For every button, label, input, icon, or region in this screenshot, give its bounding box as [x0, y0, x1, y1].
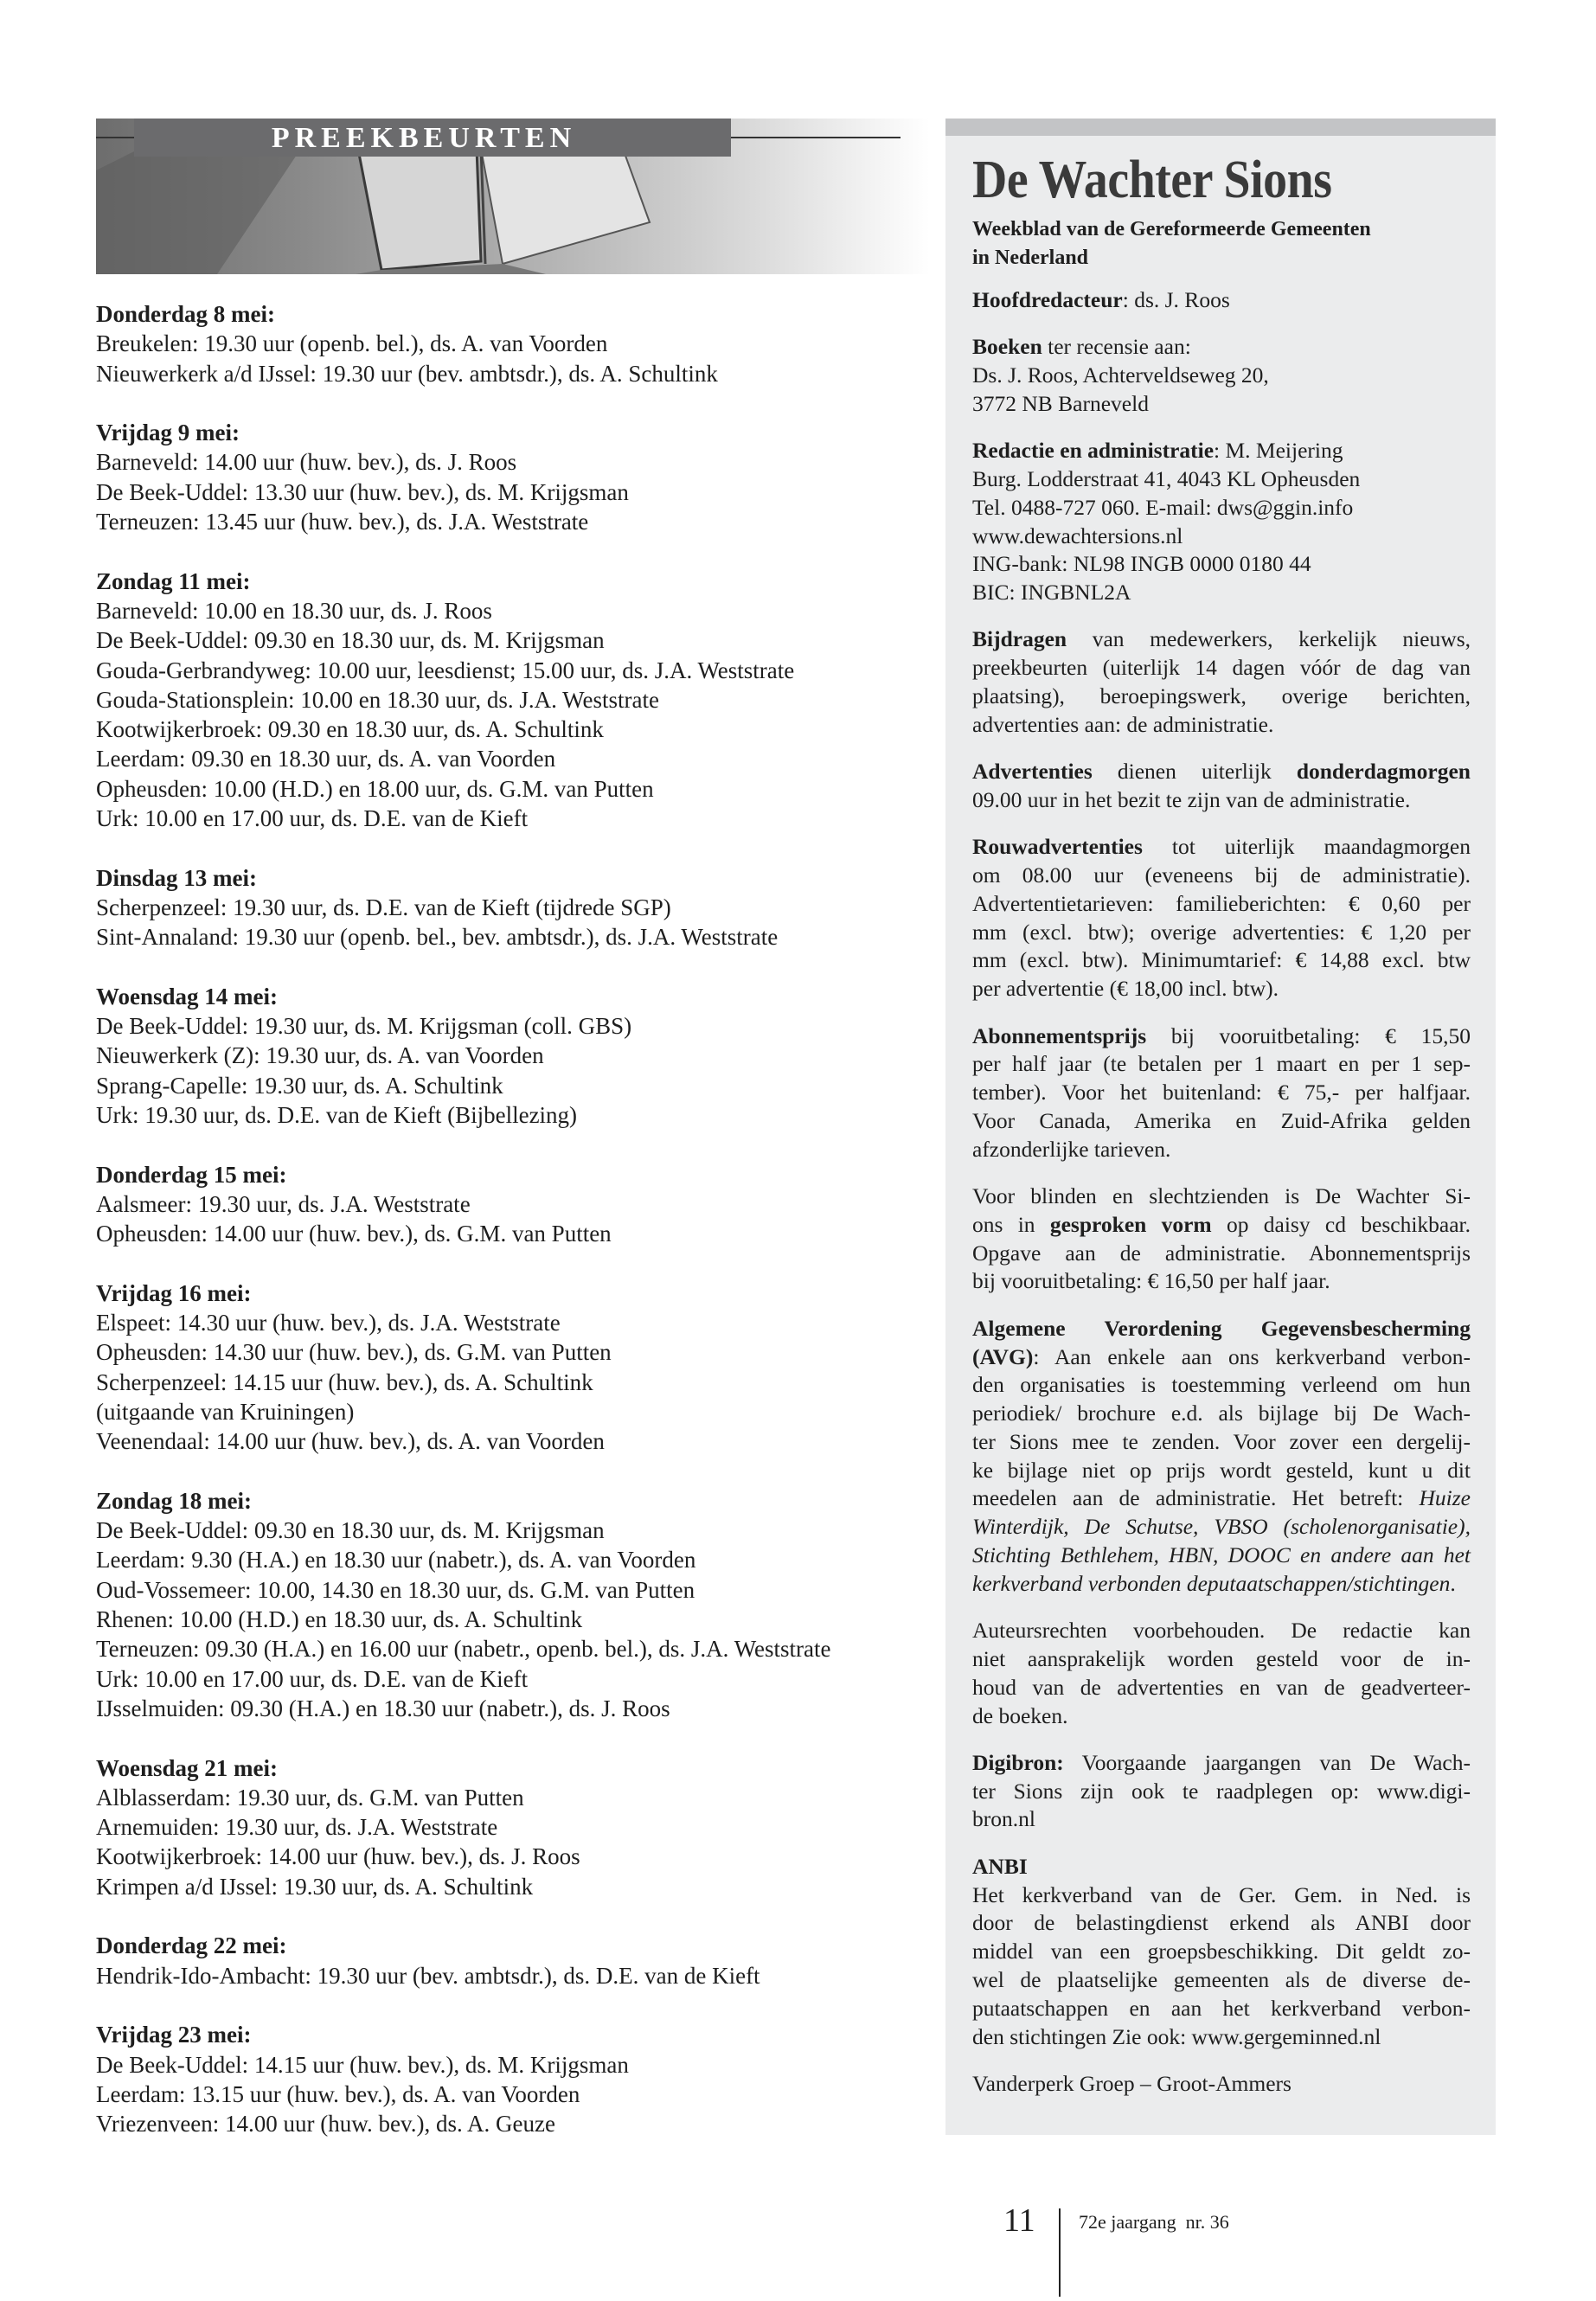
- day-title: Zondag 11 mei:: [96, 567, 251, 594]
- text-line: [972, 1343, 1471, 1372]
- service-entry: Gouda-Stationsplein: 10.00 en 18.30 uur, ds. J.A. Weststrate: [96, 686, 659, 713]
- subtitle-line: in Nederland: [972, 246, 1089, 269]
- text-line: [972, 362, 1471, 390]
- bold-text: ANBI: [972, 1853, 1028, 1879]
- page-number: 11: [1003, 2202, 1035, 2239]
- service-entry: Sint-Annaland: 19.30 uur (openb. bel., bev. ambtsdr.), ds. J.A. Weststrate: [96, 924, 779, 951]
- service-entry: Veenendaal: 14.00 uur (huw. bev.), ds. A. van Voorden: [96, 1428, 605, 1455]
- colophon-paragraph: [972, 1183, 1471, 1296]
- text-line: [972, 946, 1471, 975]
- text: www.dewachtersions.nl: [972, 522, 1183, 548]
- colophon-paragraph: [972, 833, 1471, 1003]
- text-line: [972, 919, 1471, 947]
- service-entry: Elspeet: 14.30 uur (huw. bev.), ds. J.A. Weststrate: [96, 1310, 561, 1336]
- text: wel de plaatselijke gemeenten als de diverse de-: [972, 1966, 1471, 1992]
- day-block: [96, 2020, 909, 2138]
- text-line: [972, 390, 1471, 419]
- text-line: [972, 1778, 1471, 1806]
- day-block: [96, 1486, 909, 1723]
- bold-text: Hoofdredacteur: [972, 287, 1123, 312]
- text: ons in: [972, 1211, 1050, 1237]
- masthead-strip: [945, 119, 1496, 136]
- day-title: Donderdag 15 mei:: [96, 1161, 287, 1188]
- service-entry: Hendrik-Ido-Ambacht: 19.30 uur (bev. ambtsdr.), ds. D.E. van de Kieft: [96, 1962, 760, 1989]
- service-entry: De Beek-Uddel: 19.30 uur, ds. M. Krijgsman (coll. GBS): [96, 1013, 632, 1040]
- text: Advertentietarieven: familieberichten: € 0,60 per: [972, 890, 1471, 916]
- text-line: [972, 333, 1471, 362]
- text: advertenties aan: de administratie.: [972, 711, 1274, 737]
- service-entry: Aalsmeer: 19.30 uur, ds. J.A. Weststrate: [96, 1190, 471, 1217]
- text: den stichtingen Zie ook: www.gergeminned.nl: [972, 2023, 1381, 2049]
- text: ter Sions zijn ook te raadplegen op: www.digi-: [972, 1778, 1471, 1804]
- text-line: [972, 1909, 1471, 1938]
- text-line: [972, 1050, 1471, 1079]
- text: de boeken.: [972, 1702, 1068, 1728]
- service-entry: Scherpenzeel: 19.30 uur, ds. D.E. van de Kieft (tijdrede SGP): [96, 894, 671, 920]
- service-entry: De Beek-Uddel: 14.15 uur (huw. bev.), ds. M. Krijgsman: [96, 2051, 629, 2078]
- footer-divider: [1059, 2208, 1061, 2297]
- text-line: [972, 975, 1471, 1003]
- bold-text: Redactie en administratie: [972, 438, 1215, 464]
- service-entry: Krimpen a/d IJssel: 19.30 uur, ds. A. Schultink: [96, 1873, 534, 1900]
- day-block: [96, 1160, 909, 1249]
- text-line: [972, 1211, 1471, 1240]
- text: putaatschappen en aan het kerkverband verbon-: [972, 1995, 1471, 2021]
- bold-text: Digibron:: [972, 1749, 1064, 1775]
- bold-text: Advertenties: [972, 759, 1093, 785]
- text-line: [972, 1617, 1471, 1645]
- text: .: [1450, 1570, 1456, 1596]
- colophon-paragraph: [972, 625, 1471, 739]
- day-block: [96, 567, 909, 834]
- text-line: [972, 1938, 1471, 1966]
- service-entry: De Beek-Uddel: 13.30 uur (huw. bev.), ds. M. Krijgsman: [96, 478, 629, 505]
- text-line: [972, 1881, 1471, 1910]
- service-entry: Opheusden: 14.30 uur (huw. bev.), ds. G.M. van Putten: [96, 1339, 612, 1366]
- service-entry: Vriezenveen: 14.00 uur (huw. bev.), ds. A. Geuze: [96, 2111, 555, 2138]
- text: periodiek/ brochure e.d. als bijlage bij De Wach-: [972, 1400, 1471, 1426]
- colophon-paragraph: [972, 286, 1471, 315]
- service-entry: Oud-Vossemeer: 10.00, 14.30 en 18.30 uur, ds. G.M. van Putten: [96, 1576, 695, 1603]
- italic-text: Stichting Bethlehem, HBN, DOOC en andere aan het: [972, 1542, 1471, 1568]
- day-block: [96, 418, 909, 536]
- text-line: [972, 1267, 1471, 1296]
- bold-text: (AVG): [972, 1343, 1034, 1369]
- text-line: [972, 683, 1471, 711]
- text-line: [972, 625, 1471, 654]
- service-entry: Nieuwerkerk a/d IJssel: 19.30 uur (bev. ambtsdr.), ds. A. Schultink: [96, 360, 718, 387]
- day-title: Woensdag 14 mei:: [96, 983, 279, 1009]
- text-line: [972, 890, 1471, 919]
- text: BIC: INGBNL2A: [972, 580, 1131, 606]
- text: : Aan enkele aan ons kerkverband verbon-: [1033, 1343, 1471, 1369]
- service-entry: Terneuzen: 13.45 uur (huw. bev.), ds. J.A. Weststrate: [96, 509, 589, 535]
- text-line: [972, 522, 1471, 551]
- text: preekbeurten (uiterlijk 14 dagen vóór de dag van: [972, 655, 1471, 681]
- colophon-paragraph: [972, 1749, 1471, 1834]
- text: bron.nl: [972, 1806, 1035, 1832]
- text: plaatsing), beroepingswerk, overige berichten,: [972, 683, 1471, 709]
- colophon-paragraph: [972, 437, 1471, 607]
- service-entry: Opheusden: 14.00 uur (huw. bev.), ds. G.M. van Putten: [96, 1221, 612, 1247]
- text: Auteursrechten voorbehouden. De redactie kan: [972, 1618, 1471, 1644]
- service-entry: Kootwijkerbroek: 09.30 en 18.30 uur, ds. A. Schultink: [96, 716, 604, 743]
- text: ter Sions mee te zenden. Voor zover een dergelij-: [972, 1428, 1471, 1454]
- text-line: [972, 1371, 1471, 1400]
- text: Voor Canada, Amerika en Zuid-Afrika gelden: [972, 1107, 1471, 1133]
- service-entry: (uitgaande van Kruiningen): [96, 1398, 355, 1425]
- service-entry: De Beek-Uddel: 09.30 en 18.30 uur, ds. M. Krijgsman: [96, 627, 605, 654]
- service-entry: Gouda-Gerbrandyweg: 10.00 uur, leesdienst; 15.00 uur, ds. J.A. Weststrate: [96, 657, 795, 683]
- text: houd van de advertenties en van de geadverteer-: [972, 1674, 1471, 1700]
- text: Vanderperk Groep – Groot-Ammers: [972, 2070, 1292, 2096]
- service-entry: Scherpenzeel: 14.15 uur (huw. bev.), ds. A. Schultink: [96, 1368, 593, 1395]
- text: dienen uiterlijk: [1092, 759, 1297, 785]
- text: Opgave aan de administratie. Abonnementsprijs: [972, 1240, 1471, 1266]
- day-block: [96, 299, 909, 388]
- service-entry: Sprang-Capelle: 19.30 uur, ds. A. Schultink: [96, 1072, 503, 1099]
- bold-text: gesproken vorm: [1049, 1211, 1212, 1237]
- text-line: [972, 1022, 1471, 1051]
- text: 3772 NB Barneveld: [972, 390, 1149, 416]
- day-title: Donderdag 22 mei:: [96, 1932, 287, 1959]
- day-block: [96, 982, 909, 1130]
- text: om 08.00 uur (eveneens bij de administratie).: [972, 862, 1471, 888]
- text: 09.00 uur in het bezit te zijn van de administratie.: [972, 786, 1411, 812]
- bold-text: donderdagmorgen: [1296, 759, 1471, 785]
- text: op daisy cd beschikbaar.: [1211, 1211, 1471, 1237]
- text: middel van een groepsbeschikking. Dit geldt zo-: [972, 1939, 1471, 1965]
- text-line: [972, 465, 1471, 494]
- italic-text: kerkverband verbonden deputaatschappen/stichtingen: [972, 1570, 1451, 1596]
- text-line: [972, 1136, 1471, 1164]
- text-line: [972, 437, 1471, 465]
- text: van medewerkers, kerkelijk nieuws,: [1067, 626, 1471, 652]
- colophon-paragraph: [972, 333, 1471, 418]
- text: den organisaties is toestemming verleend om hun: [972, 1372, 1471, 1398]
- service-entry: Leerdam: 13.15 uur (huw. bev.), ds. A. van Voorden: [96, 2080, 580, 2107]
- masthead-box: [945, 119, 1496, 2135]
- service-entry: Urk: 19.30 uur, ds. D.E. van de Kieft (Bijbellezing): [96, 1102, 578, 1129]
- service-entry: Breukelen: 19.30 uur (openb. bel.), ds. A. van Voorden: [96, 330, 608, 357]
- text-line: [972, 1107, 1471, 1136]
- masthead-subtitle: [972, 215, 1457, 272]
- text: meedelen aan de administratie. Het betreft:: [972, 1485, 1420, 1511]
- service-entry: Urk: 10.00 en 17.00 uur, ds. D.E. van de Kieft: [96, 805, 529, 832]
- text-line: [972, 1645, 1471, 1674]
- text: Ds. J. Roos, Achterveldseweg 20,: [972, 362, 1269, 388]
- text-line: [972, 833, 1471, 862]
- text: : ds. J. Roos: [1122, 287, 1230, 312]
- text-line: [972, 786, 1471, 815]
- day-title: Dinsdag 13 mei:: [96, 864, 258, 891]
- service-entry: Kootwijkerbroek: 14.00 uur (huw. bev.), ds. J. Roos: [96, 1843, 580, 1870]
- section-header: [134, 119, 731, 157]
- text: Voorgaande jaargangen van De Wach-: [1063, 1749, 1471, 1775]
- text: mm (excl. btw); overige advertenties: € 1,20 per: [972, 919, 1471, 945]
- issue-label: 72e jaargang nr. 36: [1079, 2211, 1229, 2233]
- service-entry: Nieuwerkerk (Z): 19.30 uur, ds. A. van Voorden: [96, 1042, 544, 1069]
- service-entry: Barneveld: 10.00 en 18.30 uur, ds. J. Roos: [96, 597, 492, 624]
- service-entry: Arnemuiden: 19.30 uur, ds. J.A. Weststrate: [96, 1814, 498, 1841]
- colophon-paragraph: [972, 1853, 1471, 2052]
- text-line: [972, 758, 1471, 786]
- day-title: Zondag 18 mei:: [96, 1487, 253, 1514]
- text-line: [972, 1183, 1471, 1211]
- text: tember). Voor het buitenland: € 75,- per halfjaar.: [972, 1080, 1471, 1106]
- text-line: [972, 1315, 1471, 1343]
- text: Burg. Lodderstraat 41, 4043 KL Opheusden: [972, 465, 1361, 491]
- service-entry: Urk: 10.00 en 17.00 uur, ds. D.E. van de Kieft: [96, 1665, 529, 1692]
- day-title: Donderdag 8 mei:: [96, 301, 275, 327]
- text-line: [972, 711, 1471, 740]
- bold-text: Rouwadvertenties: [972, 834, 1143, 860]
- day-block: [96, 1753, 909, 1901]
- service-entry: Leerdam: 09.30 en 18.30 uur, ds. A. van Voorden: [96, 746, 556, 772]
- text-line: [972, 550, 1471, 579]
- text-line: [972, 654, 1471, 683]
- text: bij vooruitbetaling: € 16,50 per half jaar.: [972, 1268, 1330, 1294]
- text-line: [972, 494, 1471, 522]
- sermon-schedule: [96, 299, 909, 2169]
- text-line: [972, 1805, 1471, 1834]
- text-line: [972, 1674, 1471, 1702]
- section-header-label: PREEKBEURTEN: [271, 122, 577, 154]
- colophon-paragraph: [972, 2070, 1471, 2099]
- text: : M. Meijering: [1214, 438, 1343, 464]
- text: tot uiterlijk maandagmorgen: [1142, 834, 1471, 860]
- colophon-paragraph: [972, 1315, 1471, 1599]
- text: afzonderlijke tarieven.: [972, 1136, 1171, 1162]
- text: niet aansprakelijk worden gesteld voor de in-: [972, 1645, 1471, 1671]
- italic-text: Huize: [1419, 1485, 1471, 1511]
- day-title: Vrijdag 16 mei:: [96, 1279, 252, 1306]
- text: ke bijlage niet op prijs wordt gesteld, kunt u dit: [972, 1457, 1471, 1483]
- text: Voor blinden en slechtzienden is De Wachter Si-: [972, 1183, 1471, 1209]
- text: per half jaar (te betalen per 1 maart en per 1 sep-: [972, 1051, 1471, 1077]
- day-title: Vrijdag 9 mei:: [96, 420, 240, 446]
- text: Het kerkverband van de Ger. Gem. in Ned. is: [972, 1881, 1471, 1907]
- text-line: [972, 2023, 1471, 2052]
- day-block: [96, 1931, 909, 1990]
- text-line: [972, 1400, 1471, 1428]
- colophon-paragraph: [972, 1022, 1471, 1164]
- text-line: [972, 286, 1471, 315]
- bold-text: Algemene Verordening Gegevensbescherming: [972, 1315, 1471, 1341]
- service-entry: Barneveld: 14.00 uur (huw. bev.), ds. J. Roos: [96, 449, 517, 476]
- text-line: [972, 1570, 1471, 1599]
- masthead-title: De Wachter Sions: [972, 151, 1332, 209]
- text-line: [972, 1541, 1471, 1570]
- text-line: [972, 1240, 1471, 1268]
- service-entry: Rhenen: 10.00 (H.D.) en 18.30 uur, ds. A. Schultink: [96, 1606, 583, 1633]
- service-entry: Terneuzen: 09.30 (H.A.) en 16.00 uur (nabetr., openb. bel.), ds. J.A. Weststrate: [96, 1636, 831, 1663]
- text-line: [972, 2070, 1471, 2099]
- day-title: Vrijdag 23 mei:: [96, 2022, 252, 2048]
- subtitle-line: Weekblad van de Gereformeerde Gemeenten: [972, 218, 1371, 240]
- day-block: [96, 1279, 909, 1457]
- text: ING-bank: NL98 INGB 0000 0180 44: [972, 551, 1311, 577]
- text-line: [972, 1853, 1471, 1881]
- text-line: [972, 1428, 1471, 1457]
- text: mm (excl. btw). Minimumtarief: € 14,88 excl. btw: [972, 947, 1471, 973]
- text-line: [972, 1484, 1471, 1513]
- italic-text: Winterdijk, De Schutse, VBSO (scholenorganisatie),: [972, 1514, 1471, 1540]
- bold-text: Abonnementsprijs: [972, 1022, 1147, 1048]
- day-block: [96, 863, 909, 952]
- text-line: [972, 1966, 1471, 1995]
- text: Tel. 0488-727 060. E-mail: dws@ggin.info: [972, 494, 1354, 520]
- colophon-paragraph: [972, 758, 1471, 815]
- service-entry: Opheusden: 10.00 (H.D.) en 18.00 uur, ds. G.M. van Putten: [96, 775, 654, 802]
- bold-text: Bijdragen: [972, 626, 1067, 652]
- text-line: [972, 1079, 1471, 1107]
- text-line: [972, 1457, 1471, 1485]
- text-line: [972, 1749, 1471, 1778]
- service-entry: Leerdam: 9.30 (H.A.) en 18.30 uur (nabetr.), ds. A. van Voorden: [96, 1547, 696, 1574]
- service-entry: Alblasserdam: 19.30 uur, ds. G.M. van Putten: [96, 1784, 524, 1811]
- text: door de belastingdienst erkend als ANBI door: [972, 1910, 1471, 1936]
- text-line: [972, 862, 1471, 890]
- service-entry: De Beek-Uddel: 09.30 en 18.30 uur, ds. M. Krijgsman: [96, 1517, 605, 1544]
- day-title: Woensdag 21 mei:: [96, 1754, 279, 1781]
- text: bij vooruitbetaling: € 15,50: [1146, 1022, 1471, 1048]
- service-entry: IJsselmuiden: 09.30 (H.A.) en 18.30 uur (nabetr.), ds. J. Roos: [96, 1695, 670, 1721]
- colophon-paragraph: [972, 1617, 1471, 1730]
- text-line: [972, 1513, 1471, 1541]
- bold-text: Boeken: [972, 334, 1042, 360]
- text: per advertentie (€ 18,00 incl. btw).: [972, 976, 1279, 1002]
- text: ter recensie aan:: [1042, 334, 1191, 360]
- colophon: [972, 286, 1471, 2117]
- text-line: [972, 1995, 1471, 2023]
- text-line: [972, 579, 1471, 607]
- text-line: [972, 1702, 1471, 1731]
